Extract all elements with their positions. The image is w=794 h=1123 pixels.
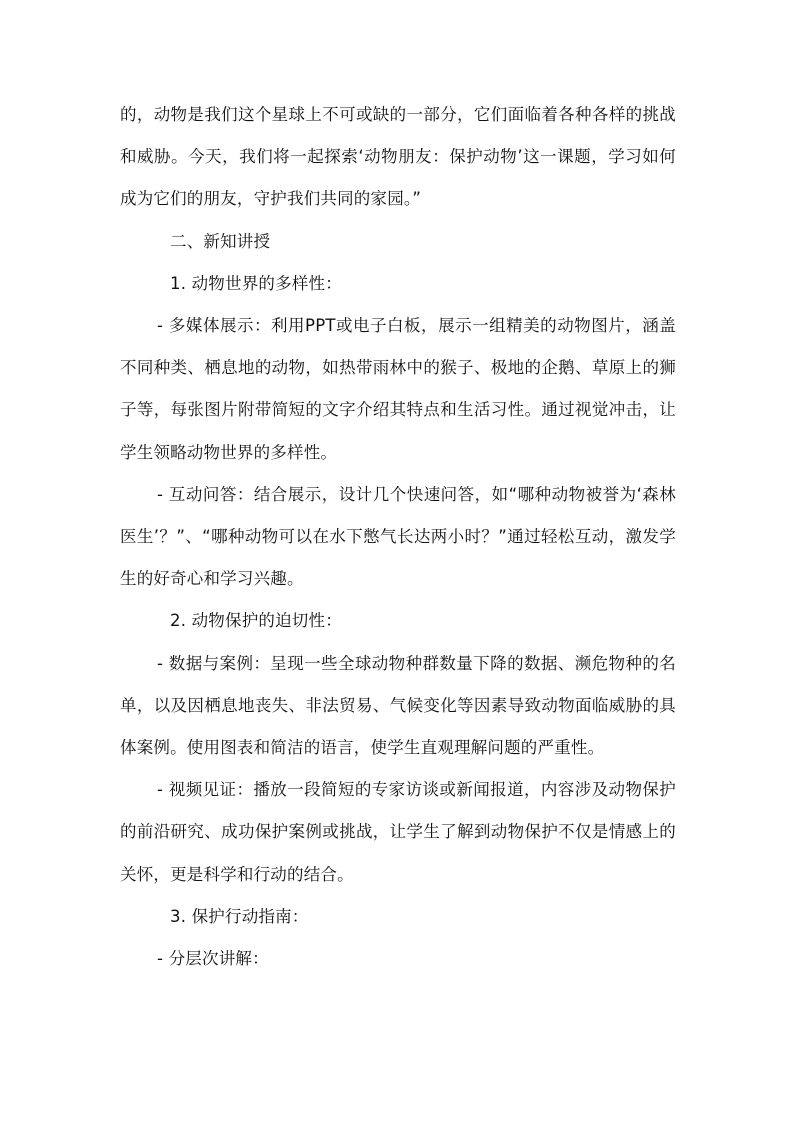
document-body xyxy=(120,94,676,980)
section-heading-new-knowledge: 二、新知讲授 xyxy=(170,231,271,251)
bullet-data-and-cases: - 数据与案例：呈现一些全球动物种群数量下降的数据、濒危物种的名单，以及因栖息地丧失、非法贸易、气候变化等因素导致动物面临威胁的具体案例。使用图表和简洁的语言，使学生直观理解问题的严重性。 xyxy=(120,653,676,758)
subheading-protection-urgency: 2. 动物保护的迫切性： xyxy=(170,611,342,631)
bullet-multimedia-display: - 多媒体展示：利用PPT或电子白板，展示一组精美的动物图片，涵盖不同种类、栖息地的动物，如热带雨林中的猴子、极地的企鹅、草原上的狮子等，每张图片附带简短的文字介绍其特点和生活习性。通过视觉冲击，让学生领略动物世界的多样性。 xyxy=(120,316,676,462)
subheading-action-guide: 3. 保护行动指南： xyxy=(170,906,309,926)
subheading-animal-diversity: 1. 动物世界的多样性： xyxy=(170,273,342,293)
bullet-video-evidence: - 视频见证：播放一段简短的专家访谈或新闻报道，内容涉及动物保护的前沿研究、成功保护案例或挑战，让学生了解到动物保护不仅是情感上的关怀，更是科学和行动的结合。 xyxy=(120,780,676,884)
bullet-interactive-qa: - 互动问答：结合展示，设计几个快速问答，如“哪种动物被誉为‘森林医生’？”、“哪种动物可以在水下憋气长达两小时？”通过轻松互动，激发学生的好奇心和学习兴趣。 xyxy=(120,484,676,589)
intro-continuation-paragraph: 的，动物是我们这个星球上不可或缺的一部分，它们面临着各种各样的挑战和威胁。今天，我们将一起探索‘动物朋友：保护动物’这一课题，学习如何成为它们的朋友，守护我们共同的家园。” xyxy=(120,105,676,209)
bullet-layered-explanation: - 分层次讲解： xyxy=(157,949,269,969)
